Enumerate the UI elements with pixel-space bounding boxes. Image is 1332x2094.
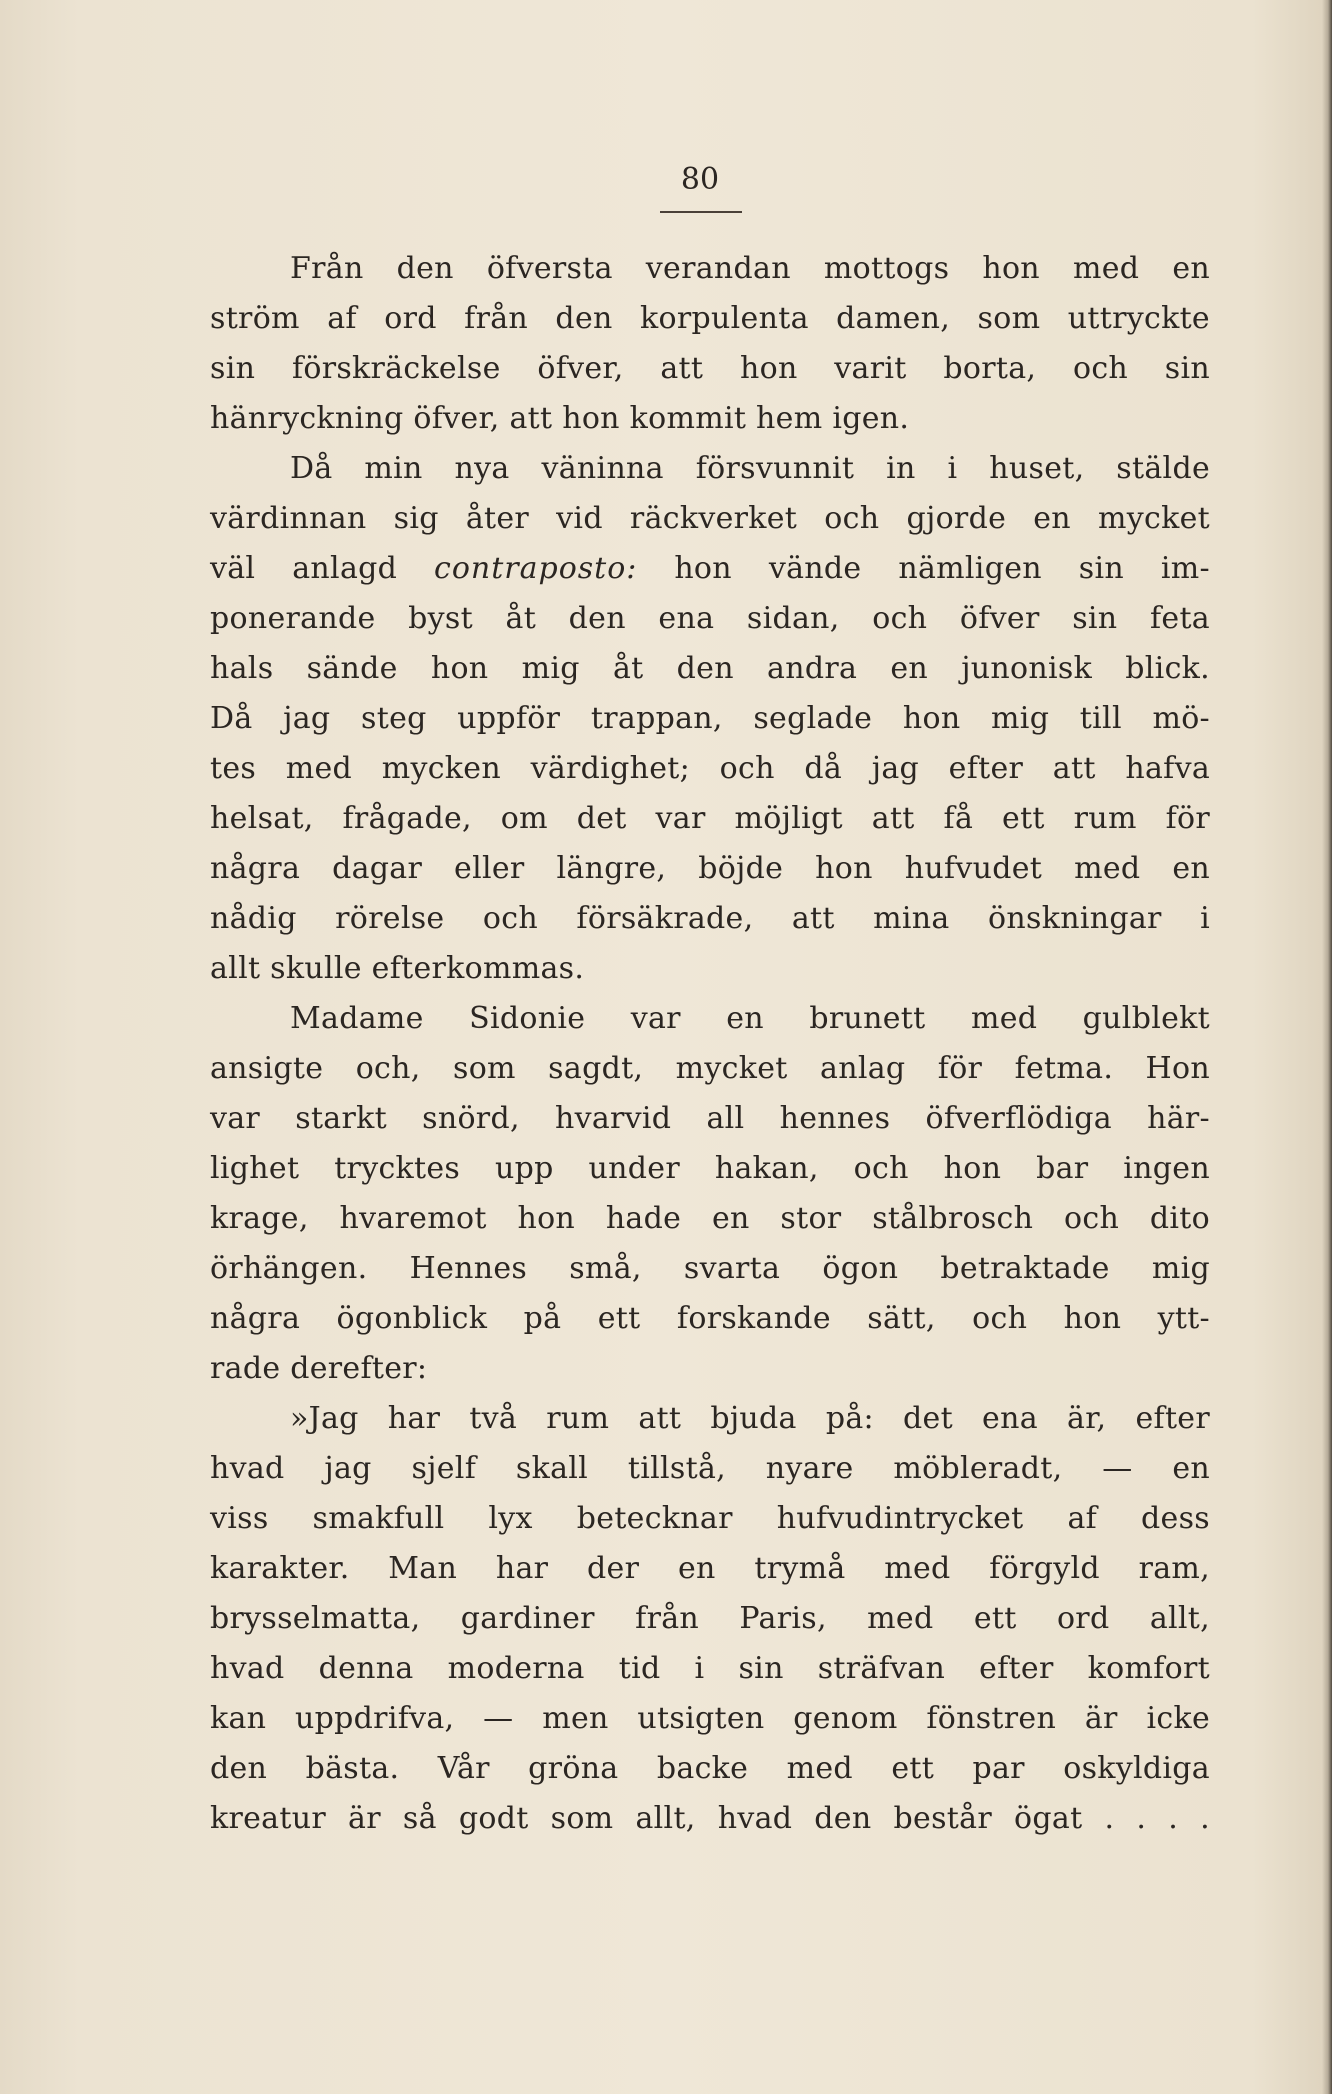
page-edge-shadow xyxy=(1322,0,1332,2094)
text-line: hänryckning öfver, att hon kommit hem igen. xyxy=(210,401,910,436)
text-line: brysselmatta, gardiner från Paris, med ett ord allt, xyxy=(210,1601,1210,1636)
text-line: var starkt snörd, hvarvid all hennes öfverflödiga här- xyxy=(210,1101,1210,1136)
text-line: »Jag har två rum att bjuda på: det ena är, efter xyxy=(290,1401,1210,1436)
text-line: rade derefter: xyxy=(210,1351,428,1386)
text-line: Då jag steg uppför trappan, seglade hon mig till mö- xyxy=(210,701,1210,736)
text-line: viss smakfull lyx betecknar hufvudintrycket af dess xyxy=(210,1501,1210,1536)
page-number: 80 xyxy=(680,162,720,197)
text-line: kreatur är så godt som allt, hvad den består ögat . . . . xyxy=(210,1801,1210,1836)
text-line: helsat, frågade, om det var möjligt att få ett rum för xyxy=(210,801,1210,836)
text-line: tes med mycken värdighet; och då jag efter att hafva xyxy=(210,751,1210,786)
text-line: några ögonblick på ett forskande sätt, och hon ytt- xyxy=(210,1301,1210,1336)
text-line: Då min nya väninna försvunnit in i huset, stälde xyxy=(290,451,1210,486)
text-line: hvad denna moderna tid i sin sträfvan efter komfort xyxy=(210,1651,1210,1686)
text-line: nådig rörelse och försäkrade, att mina önskningar i xyxy=(210,901,1210,936)
text-line: ansigte och, som sagdt, mycket anlag för fetma. Hon xyxy=(210,1051,1210,1086)
text-line: några dagar eller längre, böjde hon hufvudet med en xyxy=(210,851,1210,886)
text-line: ström af ord från den korpulenta damen, som uttryckte xyxy=(210,301,1210,336)
text-line: hvad jag sjelf skall tillstå, nyare möbleradt, — en xyxy=(210,1451,1210,1486)
text-line: den bästa. Vår gröna backe med ett par oskyldiga xyxy=(210,1751,1210,1786)
text-span: hon vände nämligen sin im- xyxy=(637,551,1210,586)
text-line: karakter. Man har der en trymå med förgyld ram, xyxy=(210,1551,1210,1586)
text-line: krage, hvaremot hon hade en stor stålbrosch och dito xyxy=(210,1201,1210,1236)
italic-term: contraposto: xyxy=(434,551,638,586)
page-number-rule xyxy=(660,211,742,213)
text-line: örhängen. Hennes små, svarta ögon betraktade mig xyxy=(210,1251,1210,1286)
text-span: väl anlagd xyxy=(210,551,435,586)
text-line: ponerande byst åt den ena sidan, och öfver sin feta xyxy=(210,601,1210,636)
text-line: lighet trycktes upp under hakan, och hon bar ingen xyxy=(210,1151,1210,1186)
text-line: allt skulle efterkommas. xyxy=(210,951,585,986)
text-line: Madame Sidonie var en brunett med gulblekt xyxy=(290,1001,1210,1036)
text-line: Från den öfversta verandan mottogs hon med en xyxy=(290,251,1210,286)
text-line: sin förskräckelse öfver, att hon varit borta, och sin xyxy=(210,351,1210,386)
body-text xyxy=(210,244,1210,1844)
text-line: hals sände hon mig åt den andra en junonisk blick. xyxy=(210,651,1210,686)
text-line: värdinnan sig åter vid räckverket och gjorde en mycket xyxy=(210,501,1210,536)
text-line-with-italic xyxy=(210,544,1210,594)
text-line: kan uppdrifva, — men utsigten genom fönstren är icke xyxy=(210,1701,1210,1736)
